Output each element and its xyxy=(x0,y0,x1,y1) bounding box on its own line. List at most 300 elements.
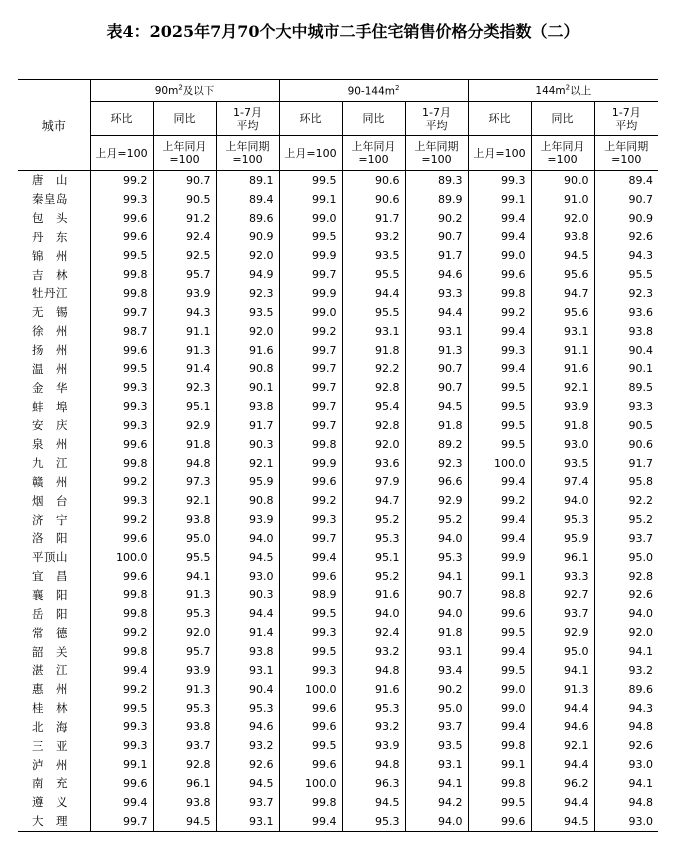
index-value: 92.6 xyxy=(216,755,279,774)
city-name: 赣州 xyxy=(32,474,68,489)
index-value: 99.4 xyxy=(90,661,153,680)
index-value: 95.3 xyxy=(153,699,216,718)
index-value: 93.2 xyxy=(342,228,405,247)
index-value: 94.8 xyxy=(342,755,405,774)
city-name: 蚌埠 xyxy=(32,399,68,414)
header-row-bases xyxy=(18,136,658,171)
subcol-header: 环比 xyxy=(468,102,531,136)
index-value: 94.7 xyxy=(342,491,405,510)
index-value: 99.8 xyxy=(90,586,153,605)
index-value: 99.1 xyxy=(468,190,531,209)
index-value: 99.8 xyxy=(90,284,153,303)
index-value: 95.8 xyxy=(594,473,658,492)
index-value: 99.3 xyxy=(90,491,153,510)
index-value: 99.1 xyxy=(90,755,153,774)
index-value: 91.6 xyxy=(342,586,405,605)
index-value: 99.4 xyxy=(468,209,531,228)
index-value: 93.9 xyxy=(216,510,279,529)
table-row xyxy=(18,529,658,548)
index-value: 99.5 xyxy=(90,699,153,718)
table-row xyxy=(18,717,658,736)
index-value: 95.0 xyxy=(405,699,468,718)
index-value: 99.4 xyxy=(279,548,342,567)
city-name: 宜昌 xyxy=(32,569,68,584)
index-value: 96.2 xyxy=(531,774,594,793)
index-value: 91.8 xyxy=(342,341,405,360)
index-value: 90.4 xyxy=(216,680,279,699)
table-row xyxy=(18,699,658,718)
table-row xyxy=(18,435,658,454)
index-value: 94.5 xyxy=(531,812,594,831)
table-row xyxy=(18,812,658,831)
table-body xyxy=(18,171,658,832)
index-value: 92.3 xyxy=(216,284,279,303)
index-value: 93.4 xyxy=(405,661,468,680)
city-name: 平顶山 xyxy=(32,550,68,565)
group-header-medium: $90-144m^2$ xyxy=(279,80,468,102)
index-value: 99.5 xyxy=(468,378,531,397)
city-name: 济宁 xyxy=(32,512,68,527)
index-value: 93.0 xyxy=(594,812,658,831)
base-header: 上年同月 =100 xyxy=(342,136,405,171)
subcol-header: 同比 xyxy=(342,102,405,136)
index-value: 99.6 xyxy=(90,567,153,586)
index-value: 91.1 xyxy=(153,322,216,341)
city-name: 温州 xyxy=(32,361,68,376)
index-value: 93.2 xyxy=(342,717,405,736)
city-name: 岳阳 xyxy=(32,606,68,621)
index-value: 94.1 xyxy=(594,774,658,793)
table-row xyxy=(18,265,658,284)
city-name: 金华 xyxy=(32,380,68,395)
index-value: 99.7 xyxy=(90,812,153,831)
index-value: 92.8 xyxy=(594,567,658,586)
city-name: 襄阳 xyxy=(32,587,68,602)
index-value: 95.7 xyxy=(153,642,216,661)
index-value: 95.3 xyxy=(342,529,405,548)
index-value: 94.6 xyxy=(531,717,594,736)
index-value: 93.9 xyxy=(531,397,594,416)
index-value: 100.0 xyxy=(468,454,531,473)
table-row xyxy=(18,246,658,265)
index-value: 92.2 xyxy=(594,491,658,510)
base-header: 上月=100 xyxy=(279,136,342,171)
index-value: 92.8 xyxy=(153,755,216,774)
index-value: 99.6 xyxy=(279,717,342,736)
index-value: 91.0 xyxy=(531,190,594,209)
index-value: 92.4 xyxy=(153,228,216,247)
index-value: 94.5 xyxy=(531,246,594,265)
city-name: 韶关 xyxy=(32,644,68,659)
city-name: 桂林 xyxy=(32,701,68,716)
base-header: 上年同期 =100 xyxy=(594,136,658,171)
index-value: 99.4 xyxy=(279,812,342,831)
index-value: 99.3 xyxy=(90,397,153,416)
index-value: 95.3 xyxy=(153,604,216,623)
index-value: 94.8 xyxy=(594,717,658,736)
index-value: 99.0 xyxy=(279,209,342,228)
index-value: 94.0 xyxy=(405,812,468,831)
index-value: 89.4 xyxy=(216,190,279,209)
index-value: 93.3 xyxy=(405,284,468,303)
group-header-small: $90m^2$及以下 xyxy=(90,80,279,102)
index-value: 94.4 xyxy=(531,793,594,812)
base-header: 上年同月 =100 xyxy=(531,136,594,171)
index-value: 99.4 xyxy=(468,228,531,247)
index-value: 92.9 xyxy=(531,623,594,642)
index-value: 90.5 xyxy=(153,190,216,209)
index-value: 99.7 xyxy=(279,265,342,284)
index-value: 99.3 xyxy=(90,717,153,736)
city-name: 安庆 xyxy=(32,418,68,433)
index-value: 99.7 xyxy=(279,359,342,378)
index-value: 92.9 xyxy=(153,416,216,435)
index-value: 99.8 xyxy=(468,284,531,303)
index-value: 93.1 xyxy=(405,642,468,661)
index-value: 99.2 xyxy=(468,303,531,322)
index-value: 99.4 xyxy=(468,642,531,661)
index-value: 93.9 xyxy=(153,284,216,303)
index-value: 99.6 xyxy=(279,473,342,492)
index-value: 92.1 xyxy=(531,378,594,397)
index-value: 99.7 xyxy=(279,378,342,397)
city-name: 包头 xyxy=(32,211,68,226)
index-value: 99.6 xyxy=(468,604,531,623)
index-value: 90.7 xyxy=(405,228,468,247)
index-value: 91.1 xyxy=(531,341,594,360)
index-value: 90.5 xyxy=(594,416,658,435)
index-value: 99.0 xyxy=(468,680,531,699)
index-value: 90.8 xyxy=(216,359,279,378)
table-row xyxy=(18,171,658,190)
index-value: 99.6 xyxy=(90,341,153,360)
index-value: 99.4 xyxy=(468,359,531,378)
index-value: 93.5 xyxy=(342,246,405,265)
index-value: 99.5 xyxy=(468,623,531,642)
index-value: 100.0 xyxy=(279,774,342,793)
price-index-table xyxy=(18,79,658,832)
index-value: 90.0 xyxy=(531,171,594,190)
index-value: 91.3 xyxy=(531,680,594,699)
city-name: 丹东 xyxy=(32,229,68,244)
index-value: 99.9 xyxy=(279,284,342,303)
index-value: 90.6 xyxy=(594,435,658,454)
index-value: 93.5 xyxy=(531,454,594,473)
index-value: 99.6 xyxy=(90,209,153,228)
index-value: 95.2 xyxy=(342,567,405,586)
index-value: 93.0 xyxy=(594,755,658,774)
table-row xyxy=(18,586,658,605)
index-value: 90.7 xyxy=(594,190,658,209)
index-value: 99.5 xyxy=(468,435,531,454)
index-value: 89.4 xyxy=(594,171,658,190)
index-value: 95.2 xyxy=(342,510,405,529)
subcol-header: 1-7月 平均 xyxy=(405,102,468,136)
index-value: 91.4 xyxy=(153,359,216,378)
index-value: 93.8 xyxy=(216,397,279,416)
index-value: 91.3 xyxy=(153,680,216,699)
index-value: 99.1 xyxy=(468,567,531,586)
index-value: 99.4 xyxy=(468,322,531,341)
index-value: 94.6 xyxy=(216,717,279,736)
index-value: 95.2 xyxy=(405,510,468,529)
index-value: 93.1 xyxy=(216,812,279,831)
index-value: 99.3 xyxy=(468,341,531,360)
index-value: 92.6 xyxy=(594,736,658,755)
table-row xyxy=(18,284,658,303)
index-value: 93.8 xyxy=(153,510,216,529)
table-row xyxy=(18,473,658,492)
index-value: 98.8 xyxy=(468,586,531,605)
index-value: 94.5 xyxy=(153,812,216,831)
index-value: 91.8 xyxy=(405,416,468,435)
header-row-groups xyxy=(18,80,658,102)
index-value: 99.3 xyxy=(90,378,153,397)
index-value: 93.2 xyxy=(342,642,405,661)
index-value: 92.1 xyxy=(531,736,594,755)
page-title: 表4：2025年7月70个大中城市二手住宅销售价格分类指数（二） xyxy=(106,22,580,41)
index-value: 95.9 xyxy=(216,473,279,492)
index-value: 91.3 xyxy=(153,341,216,360)
city-header: 城市 xyxy=(18,80,90,171)
index-value: 99.2 xyxy=(90,510,153,529)
city-name: 烟台 xyxy=(32,493,68,508)
index-value: 100.0 xyxy=(279,680,342,699)
index-value: 92.0 xyxy=(594,623,658,642)
index-value: 94.7 xyxy=(531,284,594,303)
index-value: 99.5 xyxy=(468,416,531,435)
index-value: 93.7 xyxy=(153,736,216,755)
index-value: 98.7 xyxy=(90,322,153,341)
table-row xyxy=(18,359,658,378)
city-name: 北海 xyxy=(32,719,68,734)
index-value: 95.4 xyxy=(342,397,405,416)
index-value: 94.5 xyxy=(342,793,405,812)
index-value: 93.7 xyxy=(405,717,468,736)
table-row xyxy=(18,491,658,510)
table-row xyxy=(18,322,658,341)
index-value: 99.1 xyxy=(279,190,342,209)
index-value: 99.3 xyxy=(90,736,153,755)
index-value: 94.8 xyxy=(342,661,405,680)
index-value: 93.1 xyxy=(216,661,279,680)
base-header: 上年同期 =100 xyxy=(216,136,279,171)
index-value: 92.1 xyxy=(153,491,216,510)
index-value: 99.8 xyxy=(90,642,153,661)
index-value: 94.0 xyxy=(216,529,279,548)
index-value: 92.3 xyxy=(594,284,658,303)
index-value: 94.3 xyxy=(594,699,658,718)
index-value: 99.0 xyxy=(468,246,531,265)
index-value: 99.2 xyxy=(468,491,531,510)
index-value: 93.6 xyxy=(594,303,658,322)
index-value: 99.3 xyxy=(279,510,342,529)
index-value: 97.4 xyxy=(531,473,594,492)
index-value: 99.7 xyxy=(279,341,342,360)
index-value: 91.7 xyxy=(405,246,468,265)
city-name: 泉州 xyxy=(32,437,68,452)
index-value: 94.0 xyxy=(342,604,405,623)
city-name: 徐州 xyxy=(32,324,68,339)
index-value: 93.9 xyxy=(153,661,216,680)
table-row xyxy=(18,680,658,699)
index-value: 99.3 xyxy=(90,190,153,209)
city-name: 秦皇岛 xyxy=(32,192,68,207)
index-value: 99.5 xyxy=(279,642,342,661)
index-value: 95.6 xyxy=(531,265,594,284)
subcol-header: 环比 xyxy=(279,102,342,136)
index-value: 93.8 xyxy=(153,717,216,736)
index-value: 94.0 xyxy=(405,604,468,623)
subcol-header: 同比 xyxy=(153,102,216,136)
index-value: 91.8 xyxy=(405,623,468,642)
index-value: 99.6 xyxy=(279,755,342,774)
index-value: 92.8 xyxy=(342,378,405,397)
subcol-header: 环比 xyxy=(90,102,153,136)
index-value: 99.8 xyxy=(90,265,153,284)
index-value: 93.5 xyxy=(405,736,468,755)
index-value: 93.3 xyxy=(594,397,658,416)
city-name: 大理 xyxy=(18,812,90,831)
index-value: 94.1 xyxy=(594,642,658,661)
city-name: 洛阳 xyxy=(32,531,68,546)
index-value: 99.8 xyxy=(90,454,153,473)
index-value: 91.7 xyxy=(342,209,405,228)
index-value: 95.5 xyxy=(342,303,405,322)
index-value: 96.6 xyxy=(405,473,468,492)
index-value: 96.1 xyxy=(531,548,594,567)
index-value: 94.0 xyxy=(405,529,468,548)
index-value: 91.8 xyxy=(531,416,594,435)
index-value: 94.1 xyxy=(405,774,468,793)
index-value: 94.1 xyxy=(153,567,216,586)
city-name: 遵义 xyxy=(32,795,68,810)
index-value: 99.5 xyxy=(468,661,531,680)
index-value: 92.6 xyxy=(594,228,658,247)
city-name: 吉林 xyxy=(32,267,68,282)
index-value: 96.1 xyxy=(153,774,216,793)
index-value: 93.7 xyxy=(531,604,594,623)
index-value: 95.5 xyxy=(153,548,216,567)
index-value: 99.2 xyxy=(279,322,342,341)
index-value: 89.6 xyxy=(594,680,658,699)
index-value: 91.8 xyxy=(153,435,216,454)
city-name: 泸州 xyxy=(32,757,68,772)
index-value: 99.3 xyxy=(90,416,153,435)
index-value: 93.7 xyxy=(216,793,279,812)
city-name: 锦州 xyxy=(32,248,68,263)
index-value: 98.9 xyxy=(279,586,342,605)
index-value: 90.2 xyxy=(405,209,468,228)
index-value: 93.1 xyxy=(405,322,468,341)
index-value: 99.8 xyxy=(468,774,531,793)
index-value: 93.0 xyxy=(531,435,594,454)
index-value: 94.6 xyxy=(405,265,468,284)
index-value: 92.5 xyxy=(153,246,216,265)
index-value: 93.5 xyxy=(216,303,279,322)
index-value: 89.3 xyxy=(405,171,468,190)
index-value: 99.5 xyxy=(468,397,531,416)
index-value: 90.7 xyxy=(153,171,216,190)
index-value: 93.6 xyxy=(342,454,405,473)
table-row xyxy=(18,567,658,586)
city-name: 常德 xyxy=(32,625,68,640)
index-value: 90.4 xyxy=(594,341,658,360)
table-row xyxy=(18,416,658,435)
subcol-header: 1-7月 平均 xyxy=(216,102,279,136)
index-value: 93.9 xyxy=(342,736,405,755)
index-value: 90.6 xyxy=(342,171,405,190)
index-value: 93.8 xyxy=(216,642,279,661)
index-value: 99.2 xyxy=(90,473,153,492)
index-value: 99.6 xyxy=(90,228,153,247)
index-value: 94.4 xyxy=(531,755,594,774)
index-value: 99.2 xyxy=(90,623,153,642)
index-value: 92.1 xyxy=(216,454,279,473)
index-value: 94.9 xyxy=(216,265,279,284)
city-name: 三亚 xyxy=(32,738,68,753)
index-value: 95.3 xyxy=(216,699,279,718)
index-value: 99.7 xyxy=(279,397,342,416)
index-value: 99.3 xyxy=(279,661,342,680)
index-value: 99.6 xyxy=(468,812,531,831)
table-row xyxy=(18,736,658,755)
base-header: 上月=100 xyxy=(468,136,531,171)
index-value: 89.2 xyxy=(405,435,468,454)
city-name: 无锡 xyxy=(32,305,68,320)
base-header: 上月=100 xyxy=(90,136,153,171)
index-value: 94.3 xyxy=(153,303,216,322)
subcol-header: 同比 xyxy=(531,102,594,136)
table-row xyxy=(18,548,658,567)
index-value: 94.5 xyxy=(216,774,279,793)
table-row xyxy=(18,190,658,209)
index-value: 89.1 xyxy=(216,171,279,190)
index-value: 93.7 xyxy=(594,529,658,548)
group-header-large: $144m^2$以上 xyxy=(468,80,658,102)
index-value: 99.4 xyxy=(468,473,531,492)
index-value: 90.7 xyxy=(405,378,468,397)
header-row-subcols xyxy=(18,102,658,136)
index-value: 99.7 xyxy=(279,529,342,548)
index-value: 99.4 xyxy=(90,793,153,812)
index-value: 95.3 xyxy=(405,548,468,567)
index-value: 94.2 xyxy=(405,793,468,812)
index-value: 99.6 xyxy=(279,699,342,718)
index-value: 99.6 xyxy=(90,435,153,454)
index-value: 92.0 xyxy=(153,623,216,642)
index-value: 92.6 xyxy=(594,586,658,605)
city-name: 九江 xyxy=(32,456,68,471)
index-value: 93.3 xyxy=(531,567,594,586)
table-row xyxy=(18,397,658,416)
index-value: 94.5 xyxy=(405,397,468,416)
index-value: 95.3 xyxy=(342,699,405,718)
index-value: 99.4 xyxy=(468,510,531,529)
index-value: 99.9 xyxy=(279,246,342,265)
index-value: 92.0 xyxy=(342,435,405,454)
index-value: 99.0 xyxy=(468,699,531,718)
index-value: 90.6 xyxy=(342,190,405,209)
index-value: 99.7 xyxy=(279,416,342,435)
index-value: 92.2 xyxy=(342,359,405,378)
index-value: 91.6 xyxy=(216,341,279,360)
index-value: 99.5 xyxy=(90,246,153,265)
table-row xyxy=(18,774,658,793)
table-row xyxy=(18,454,658,473)
index-value: 94.1 xyxy=(405,567,468,586)
index-value: 93.1 xyxy=(405,755,468,774)
